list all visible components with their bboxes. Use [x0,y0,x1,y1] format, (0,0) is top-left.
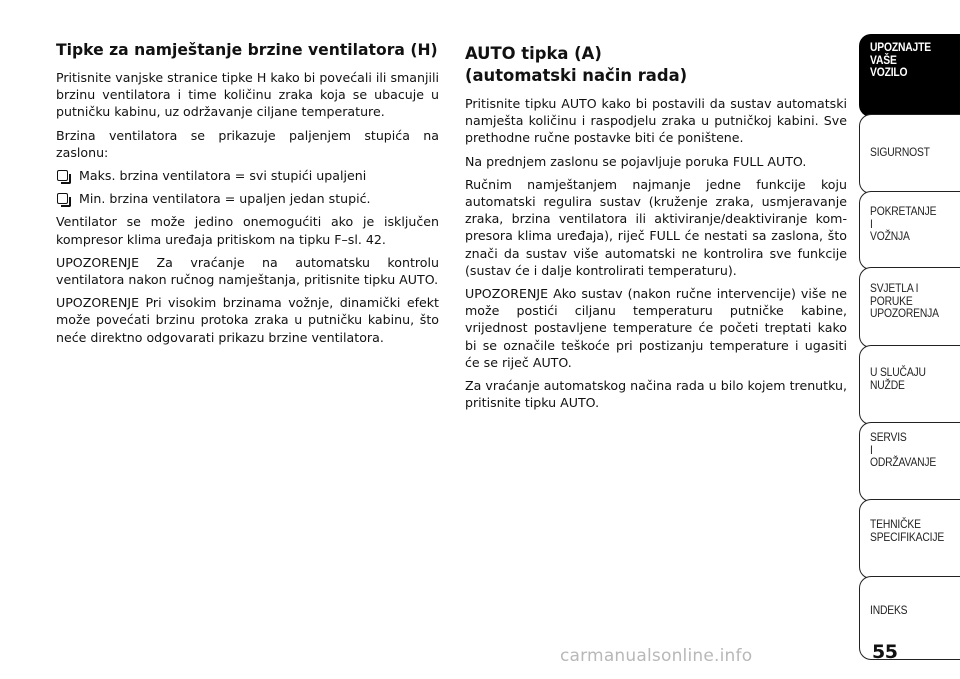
tab-label: SERVIS I ODRŽAVANJE [870,430,937,469]
paragraph: Brzina ventilatora se prikazuje paljenjem stupića na zaslonu: [56,127,439,160]
tab-label: INDEKS [870,603,908,617]
warning-paragraph: UPOZORENJE Za vraćanje na automatsku kontrolu ventilatora nakon ručnog namještanja, pritisnite tipku AUTO. [56,254,439,288]
tab-svjetla-i-poruke[interactable] [859,267,960,348]
watermark: carmanualsonline.info [560,646,753,666]
tab-label: UPOZNAJTE VAŠE VOZILO [870,40,931,79]
warning-paragraph: UPOZORENJE Ako sustav (nakon ručne intervencije) više ne može postići ciljanu temperaturu putničke kabine, vrijednost postavljene temperature će početi treptati kako bi se označile teškoće pri postizanju temperature i ugasiti će se riječ AUTO. [465,286,847,370]
page-number: 55 [872,641,898,663]
paragraph: Za vraćanje automatskog načina rada u bilo kojem trenutku, pritisnite tipku AUTO. [465,378,847,411]
bullet-text: Min. brzina ventilatora = upaljen jedan stupić. [79,191,371,207]
paragraph: Pritisnite tipku AUTO kako bi postavili da sustav automatski namješta količinu i raspodjelu zraka u putničkoj kabini. Sve prethodne ručne postavke biti će poništene. [465,96,847,146]
tab-pokretanje-i-voznja[interactable] [859,191,960,270]
tab-upoznajte-vase-vozilo[interactable] [859,34,960,117]
bullet-text: Maks. brzina ventilatora = svi stupići upaljeni [79,168,367,184]
tab-tehnicke-specifikacije[interactable] [859,499,960,579]
tab-label: SIGURNOST [870,145,930,159]
right-column [465,40,847,417]
tab-label: U SLUČAJU NUŽDE [870,365,926,392]
tab-sigurnost[interactable] [859,114,960,194]
checkbox-bullet-icon [57,193,68,204]
bullet-item [56,190,439,207]
bullet-item [56,167,439,184]
paragraph: Ručnim namještanjem najmanje jedne funkcije koju automatski regulira sustav (kruženje zraka, usmjeravanje zraka, brzina ventilatora ili aktiviranje/deaktiviranje kom-presora klima uređaja), riječ FULL će nestati sa zaslona, što znači da sustav više automatski ne kontrolira sve funkcije (sustav će i dalje kontrolirati temperaturu). [465,176,847,278]
tab-label: POKRETANJE I VOŽNJA [870,204,937,243]
paragraph: Na prednjem zaslonu se pojavljuje poruka FULL AUTO. [465,153,807,169]
tab-label: TEHNIČKE SPECIFIKACIJE [870,517,945,544]
checkbox-bullet-icon [57,170,68,181]
warning-paragraph: UPOZORENJE Pri visokim brzinama vožnje, dinamički efekt može povećati brzinu protoka zraka u putničku kabinu, što neće direktno odgovarati prikazu brzine ventilatora. [56,295,439,345]
section-heading-fan-speed: Tipke za namještanje brzine ventilatora (H) [56,41,438,59]
left-column [56,40,439,352]
paragraph: Ventilator se može jedino onemogućiti ako je isključen kompresor klima uređaja pritiskom na tipku F–sl. 42. [56,214,439,247]
tab-u-slucaju-nuzde[interactable] [859,345,960,425]
paragraph: Pritisnite vanjske stranice tipke H kako bi povećali ili smanjili brzinu ventilatora i time količinu zraka koja se ubacuje u putničku kabinu, uz održavanje ciljane temperature. [56,70,439,120]
section-heading-auto-button: AUTO tipka (A) (automatski način rada) [465,44,688,85]
tab-servis-i-odrzavanje[interactable] [859,422,960,502]
tab-label: SVJETLA I PORUKE UPOZORENJA [870,281,939,320]
